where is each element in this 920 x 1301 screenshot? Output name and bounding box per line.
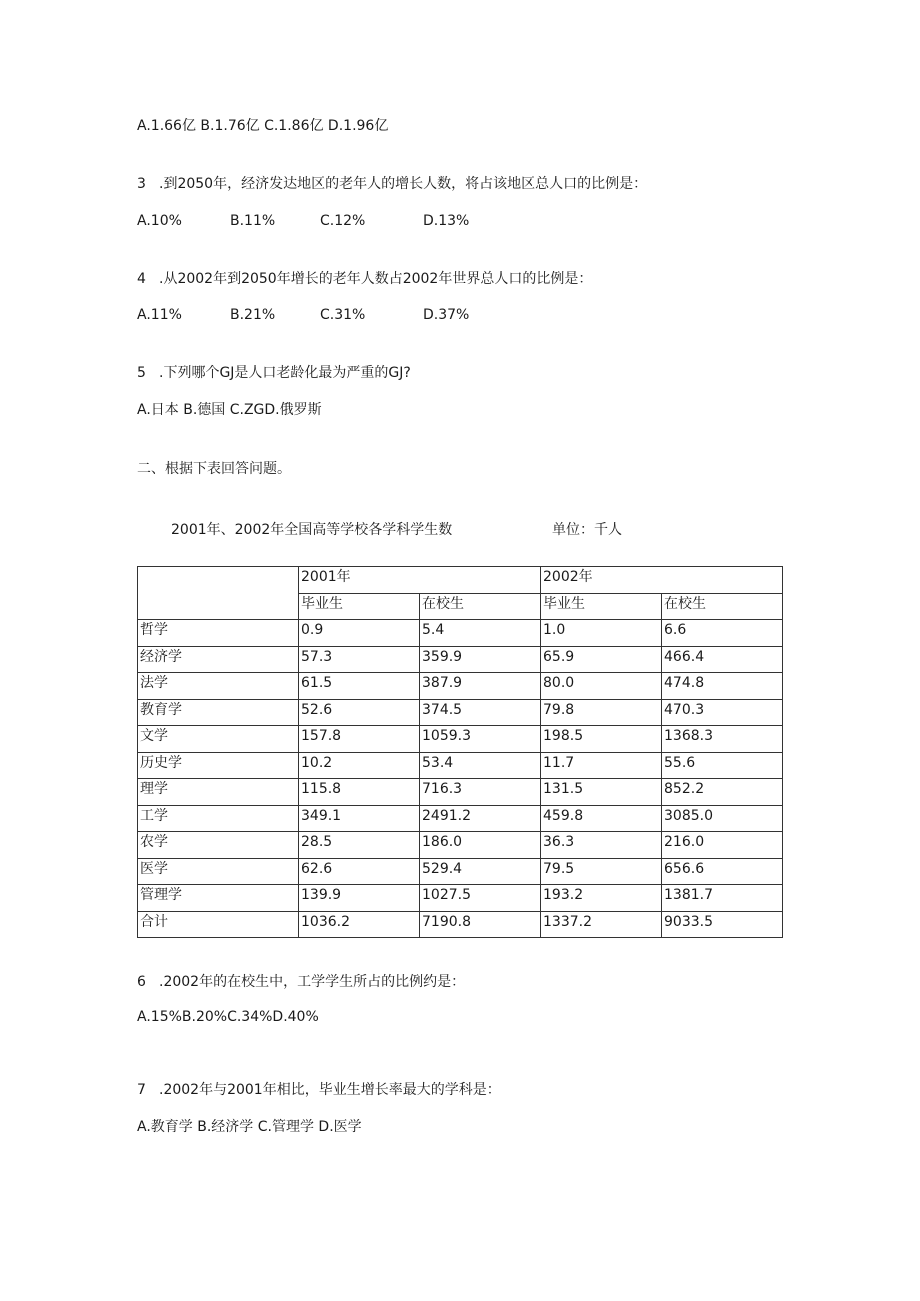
value-cell: 193.2 — [541, 885, 662, 912]
value-cell: 80.0 — [541, 673, 662, 700]
table-row — [138, 646, 783, 673]
value-cell: 10.2 — [299, 752, 420, 779]
subject-cell: 理学 — [138, 779, 299, 806]
table-row — [138, 832, 783, 859]
value-cell: 139.9 — [299, 885, 420, 912]
q3-text: .到2050年，经济发达地区的老年人的增长人数，将占该地区总人口的比例是： — [159, 176, 648, 192]
value-cell: 474.8 — [662, 673, 783, 700]
value-cell: 2491.2 — [420, 805, 541, 832]
subject-cell: 医学 — [138, 858, 299, 885]
subject-cell: 经济学 — [138, 646, 299, 673]
value-cell: 529.4 — [420, 858, 541, 885]
table-corner-cell — [138, 567, 299, 620]
value-cell: 5.4 — [420, 620, 541, 647]
value-cell: 1.0 — [541, 620, 662, 647]
q4-question — [137, 270, 592, 288]
value-cell: 1036.2 — [299, 911, 420, 938]
value-cell: 9033.5 — [662, 911, 783, 938]
q3-option-a: A.10% — [137, 213, 182, 229]
q6-options: A.15%B.20%C.34%D.40% — [137, 1009, 319, 1025]
subject-cell: 合计 — [138, 911, 299, 938]
subject-cell: 工学 — [138, 805, 299, 832]
q7-options: A.教育学 B.经济学 C.管理学 D.医学 — [137, 1119, 362, 1135]
value-cell: 65.9 — [541, 646, 662, 673]
value-cell: 28.5 — [299, 832, 420, 859]
q4-option-c: C.31% — [320, 307, 366, 323]
subject-cell: 农学 — [138, 832, 299, 859]
value-cell: 115.8 — [299, 779, 420, 806]
value-cell: 387.9 — [420, 673, 541, 700]
q7-text: .2002年与2001年相比，毕业生增长率最大的学科是： — [159, 1082, 501, 1098]
q3-option-b: B.11% — [230, 213, 276, 229]
sub-header-graduates-2001: 毕业生 — [299, 593, 420, 620]
value-cell: 716.3 — [420, 779, 541, 806]
table-row — [138, 620, 783, 647]
subject-cell: 管理学 — [138, 885, 299, 912]
table-row — [138, 699, 783, 726]
table-row — [138, 779, 783, 806]
q4-text: .从2002年到2050年增长的老年人数占2002年世界总人口的比例是： — [159, 271, 593, 287]
table-row — [138, 805, 783, 832]
table-unit: 单位：千人 — [552, 522, 622, 538]
q7-question — [137, 1081, 501, 1099]
value-cell: 374.5 — [420, 699, 541, 726]
q4-option-a: A.11% — [137, 307, 182, 323]
subject-cell: 哲学 — [138, 620, 299, 647]
value-cell: 57.3 — [299, 646, 420, 673]
value-cell: 36.3 — [541, 832, 662, 859]
value-cell: 0.9 — [299, 620, 420, 647]
year-header-2002: 2002年 — [541, 567, 783, 594]
value-cell: 1337.2 — [541, 911, 662, 938]
table-row — [138, 885, 783, 912]
value-cell: 53.4 — [420, 752, 541, 779]
q6-question — [137, 973, 465, 991]
value-cell: 11.7 — [541, 752, 662, 779]
q6-number: 6 — [137, 974, 146, 990]
subject-cell: 历史学 — [138, 752, 299, 779]
table-caption: 2001年、2002年全国高等学校各学科学生数 — [171, 522, 453, 538]
value-cell: 359.9 — [420, 646, 541, 673]
q5-question — [137, 364, 411, 382]
value-cell: 79.5 — [541, 858, 662, 885]
table-row — [138, 752, 783, 779]
year-header-2001: 2001年 — [299, 567, 541, 594]
q4-number: 4 — [137, 271, 146, 287]
value-cell: 656.6 — [662, 858, 783, 885]
value-cell: 349.1 — [299, 805, 420, 832]
q4-option-b: B.21% — [230, 307, 276, 323]
q3-option-c: C.12% — [320, 213, 366, 229]
q3-number: 3 — [137, 176, 146, 192]
value-cell: 55.6 — [662, 752, 783, 779]
value-cell: 198.5 — [541, 726, 662, 753]
sub-header-graduates-2002: 毕业生 — [541, 593, 662, 620]
q6-text: .2002年的在校生中，工学学生所占的比例约是： — [159, 974, 466, 990]
value-cell: 1059.3 — [420, 726, 541, 753]
value-cell: 157.8 — [299, 726, 420, 753]
q3-question — [137, 175, 647, 193]
table-header-row-years — [138, 567, 783, 594]
q7-number: 7 — [137, 1082, 146, 1098]
value-cell: 1368.3 — [662, 726, 783, 753]
value-cell: 7190.8 — [420, 911, 541, 938]
table-row — [138, 858, 783, 885]
students-table — [137, 566, 783, 938]
sub-header-enrolled-2002: 在校生 — [662, 593, 783, 620]
value-cell: 852.2 — [662, 779, 783, 806]
value-cell: 470.3 — [662, 699, 783, 726]
value-cell: 62.6 — [299, 858, 420, 885]
q4-option-d: D.37% — [423, 307, 470, 323]
value-cell: 1027.5 — [420, 885, 541, 912]
table-row — [138, 911, 783, 938]
table-row — [138, 726, 783, 753]
q5-options: A.日本 B.德国 C.ZGD.俄罗斯 — [137, 402, 322, 418]
value-cell: 459.8 — [541, 805, 662, 832]
value-cell: 3085.0 — [662, 805, 783, 832]
q2-options: A.1.66亿 B.1.76亿 C.1.86亿 D.1.96亿 — [137, 118, 389, 134]
subject-cell: 文学 — [138, 726, 299, 753]
q3-option-d: D.13% — [423, 213, 470, 229]
value-cell: 52.6 — [299, 699, 420, 726]
value-cell: 79.8 — [541, 699, 662, 726]
q5-text: .下列哪个GJ是人口老龄化最为严重的GJ? — [159, 365, 411, 381]
value-cell: 61.5 — [299, 673, 420, 700]
value-cell: 466.4 — [662, 646, 783, 673]
q5-number: 5 — [137, 365, 146, 381]
value-cell: 186.0 — [420, 832, 541, 859]
table-row — [138, 673, 783, 700]
value-cell: 131.5 — [541, 779, 662, 806]
section2-heading: 二、根据下表回答问题。 — [137, 461, 291, 477]
subject-cell: 法学 — [138, 673, 299, 700]
value-cell: 1381.7 — [662, 885, 783, 912]
value-cell: 6.6 — [662, 620, 783, 647]
subject-cell: 教育学 — [138, 699, 299, 726]
value-cell: 216.0 — [662, 832, 783, 859]
sub-header-enrolled-2001: 在校生 — [420, 593, 541, 620]
